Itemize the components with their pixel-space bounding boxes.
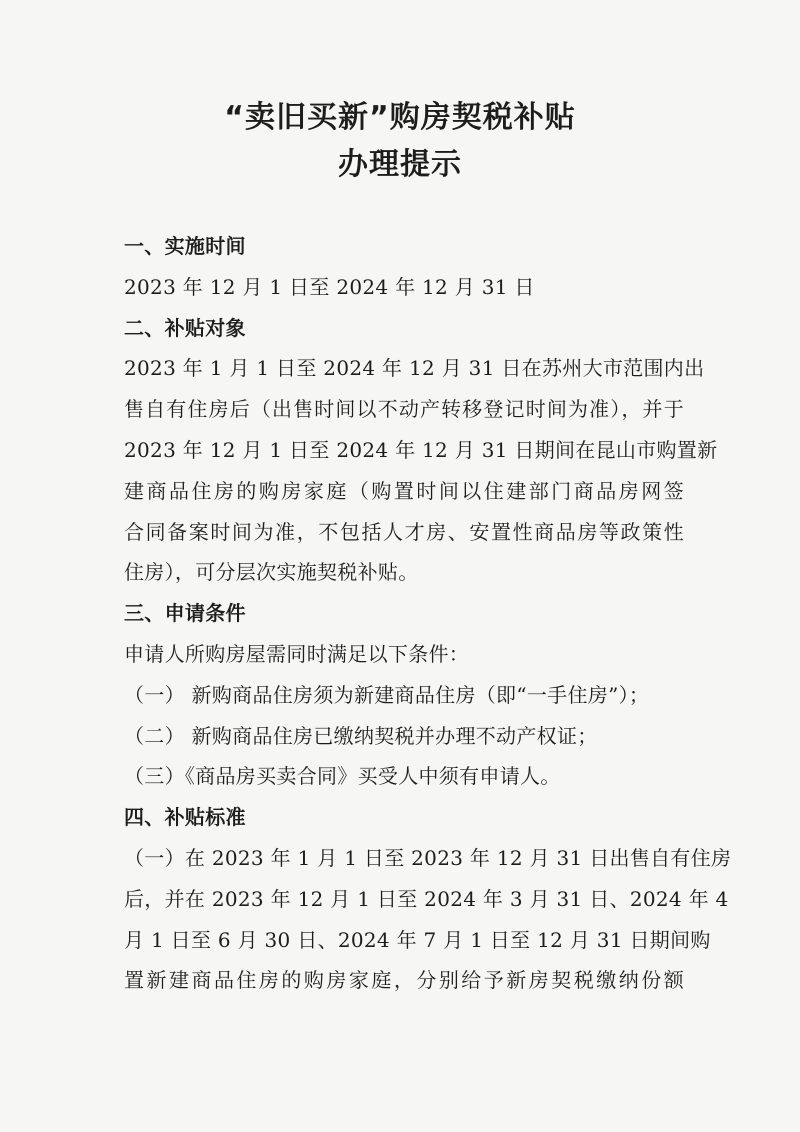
body-text-line: 住房），可分层次实施契税补贴。 xyxy=(124,560,419,585)
body-text-line: （一）在 2023 年 1 月 1 日至 2023 年 12 月 31 日出售自有住房 xyxy=(124,845,732,870)
body-text-line: （二） 新购商品住房已缴纳契税并办理不动产权证； xyxy=(124,723,598,748)
body-text-line: 2023 年 1 月 1 日至 2024 年 12 月 31 日在苏州大市范围内出 xyxy=(124,356,705,381)
document-title-line-2: 办理提示 xyxy=(338,147,462,182)
body-text-line: 建商品住房的购房家庭（购置时间以住建部门商品房网签 xyxy=(124,478,684,503)
body-text-line: 合同备案时间为准，不包括人才房、安置性商品房等政策性 xyxy=(124,519,684,544)
body-text-line: 申请人所购房屋需同时满足以下条件： xyxy=(124,641,470,666)
body-text-line: 后，并在 2023 年 12 月 1 日至 2024 年 3 月 31 日、2024 年 4 xyxy=(124,886,729,911)
section-heading: 一、实施时间 xyxy=(124,234,246,258)
section-heading: 二、补贴对象 xyxy=(124,315,246,340)
body-text-line: 置新建商品住房的购房家庭，分别给予新房契税缴纳份额 xyxy=(124,968,684,993)
section-heading: 三、申请条件 xyxy=(124,601,246,626)
document-title-line-1: “卖旧买新”购房契税补贴 xyxy=(224,100,576,135)
body-text-line: 2023 年 12 月 1 日至 2024 年 12 月 31 日期间在昆山市购置新 xyxy=(124,437,718,462)
body-text-line: （一） 新购商品住房须为新建商品住房（即“一手住房”）； xyxy=(124,682,650,707)
body-text-line: 月 1 日至 6 月 30 日、2024 年 7 月 1 日至 12 月 31 日期间购 xyxy=(124,927,711,952)
body-text-line: （三）《商品房买卖合同》买受人中须有申请人。 xyxy=(124,764,561,789)
body-text-line: 2023 年 12 月 1 日至 2024 年 12 月 31 日 xyxy=(124,274,535,299)
document-body xyxy=(124,226,732,1001)
section-heading: 四、补贴标准 xyxy=(124,805,246,830)
body-text-line: 售自有住房后（出售时间以不动产转移登记时间为准），并于 xyxy=(124,397,684,422)
